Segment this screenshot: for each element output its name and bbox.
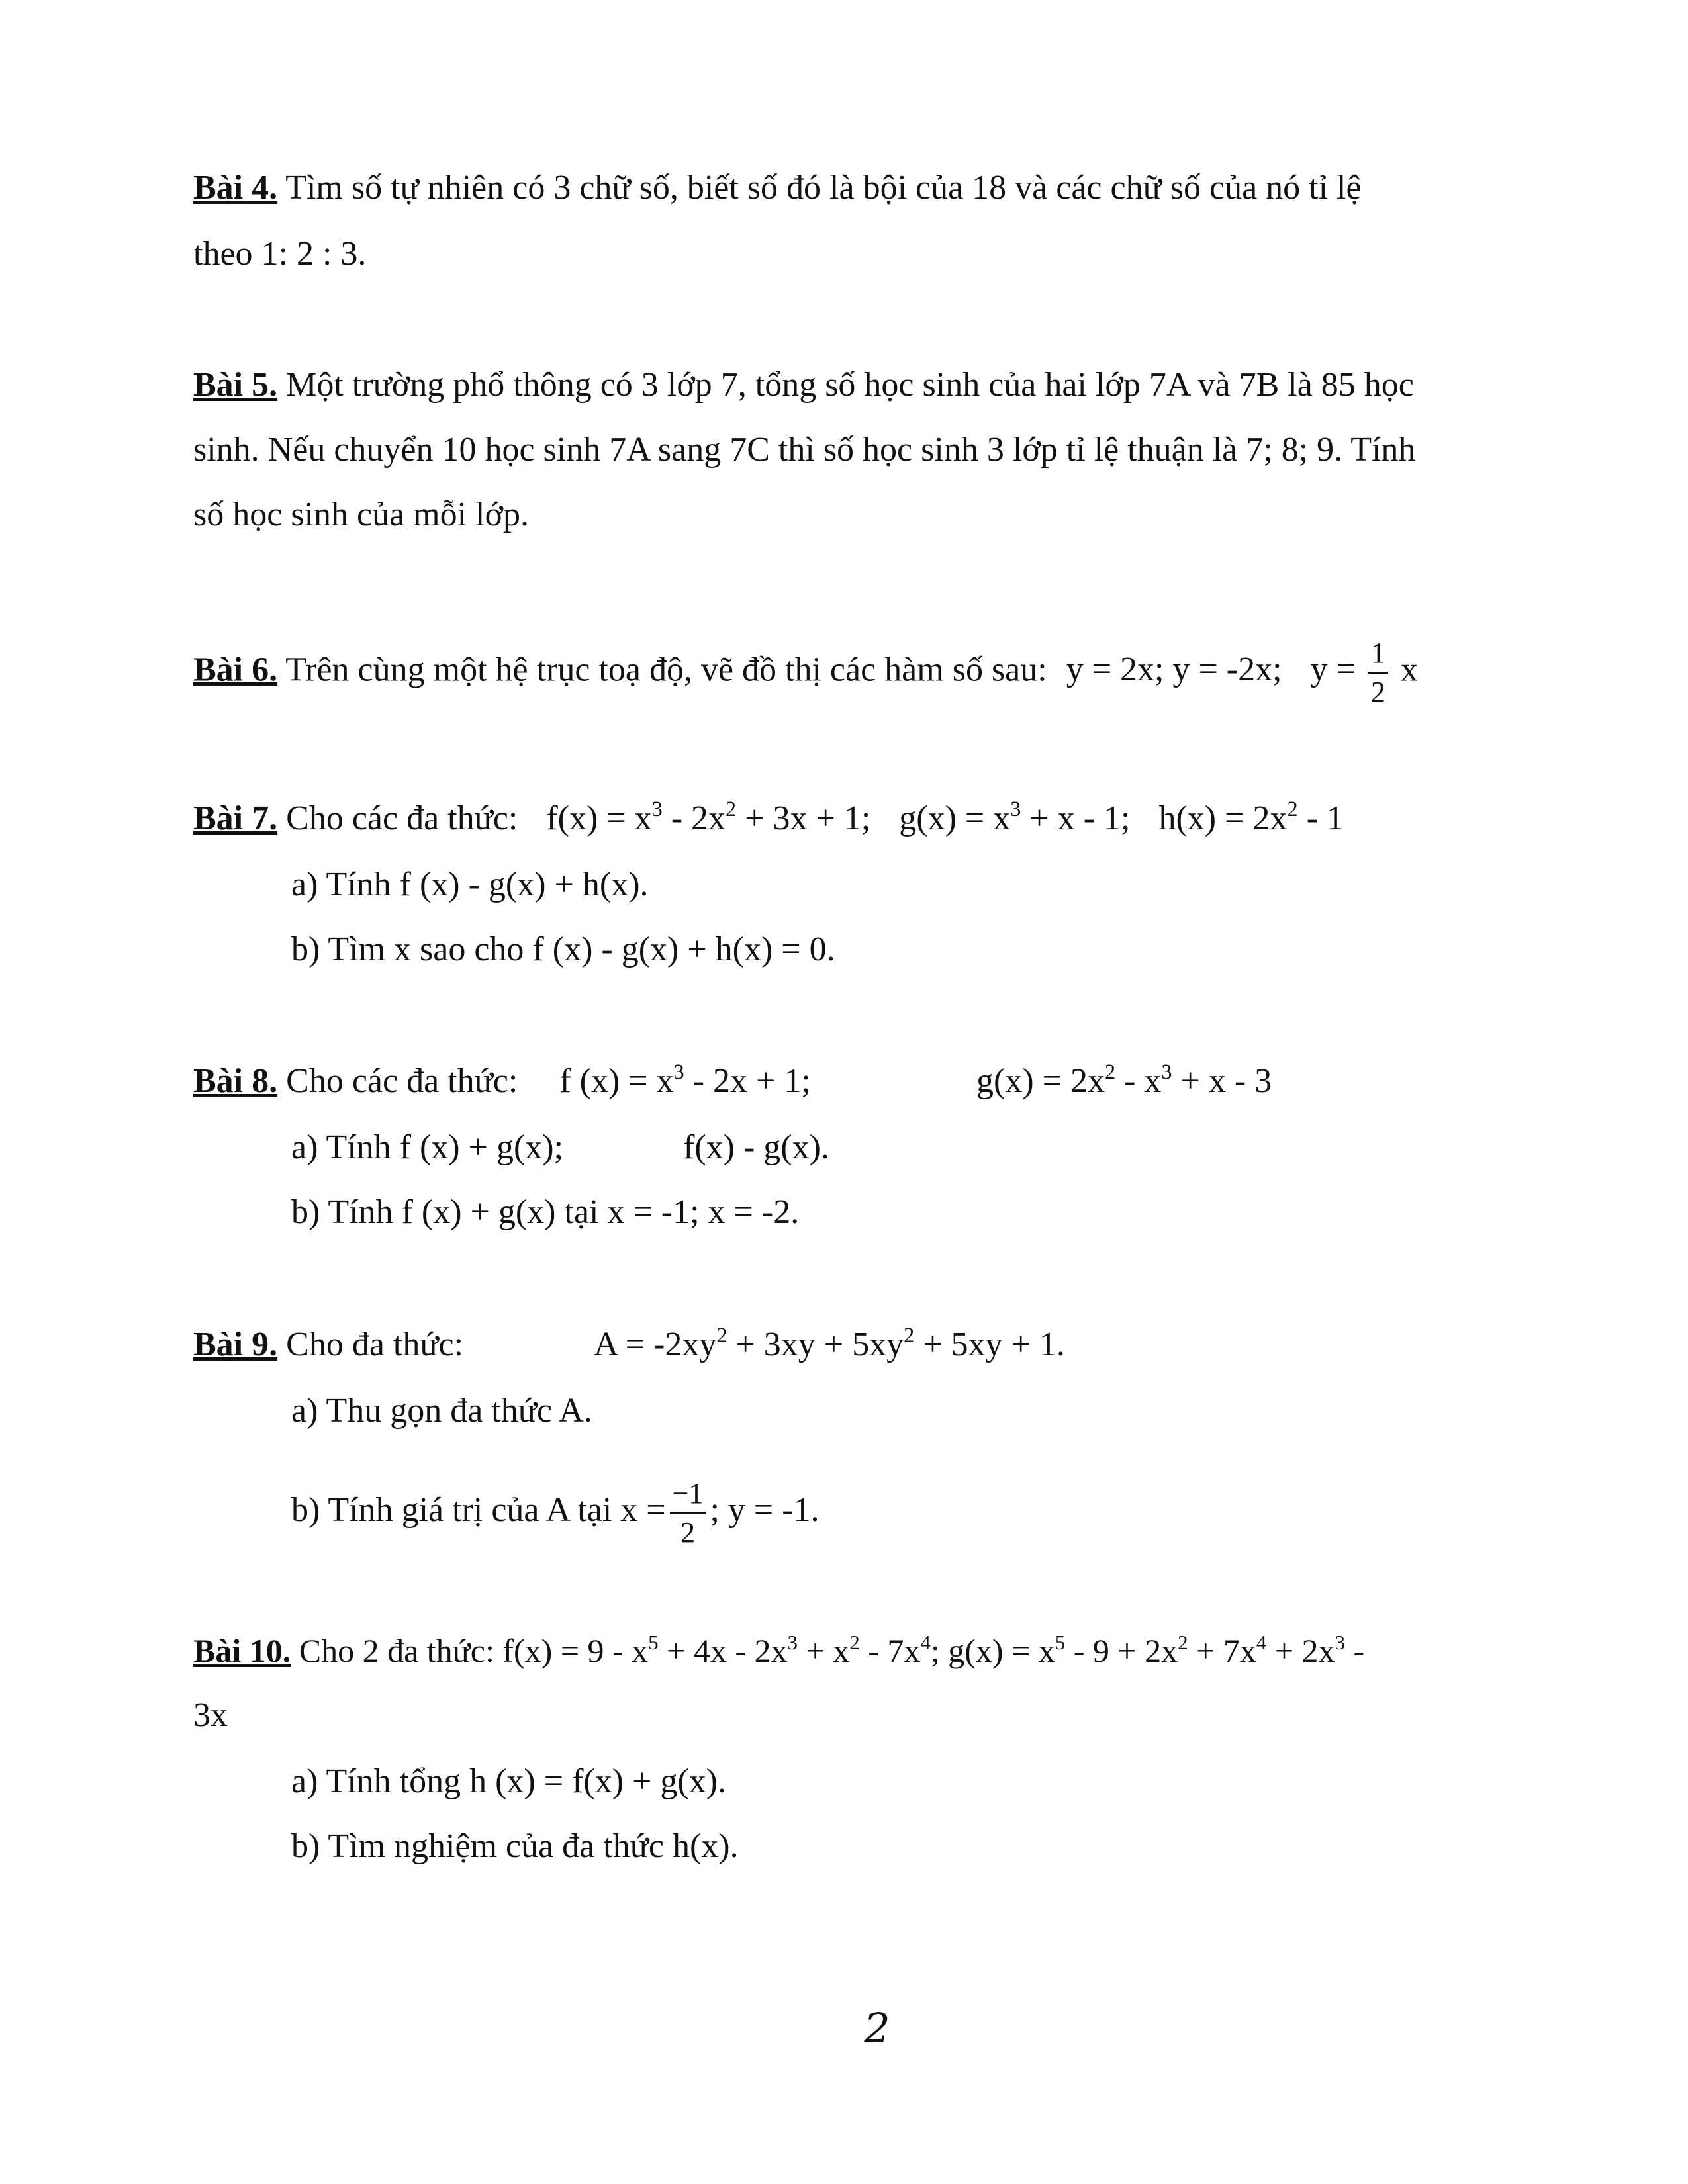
bai9-frac-den: 2 (680, 1516, 696, 1549)
bai5-title: Bài 5. (193, 366, 278, 404)
bai6-frac-den: 2 (1370, 676, 1385, 708)
bai10-line (193, 1629, 1364, 1672)
bai6-line (193, 639, 1418, 707)
bai8-f: f $(x) = x^3 - 2x + 1$; (559, 1060, 811, 1100)
bai10-title: Bài 10. (193, 1632, 291, 1669)
bai6-fraction (1368, 639, 1388, 707)
bai4-title: Bài 4. (193, 169, 278, 206)
bai7-f: $f(x) = x^3 - 2x^2 + 3x + 1$; (546, 797, 871, 837)
bai9-line (193, 1324, 463, 1366)
bai7-intro: Cho các đa thức: (286, 799, 518, 837)
bai9-b-suffix: ; y = -1. (710, 1491, 820, 1529)
bai6-frac-num: 1 (1368, 639, 1388, 674)
bai5-line3: số học sinh của mỗi lớp. (193, 496, 529, 533)
bai7-a: a) Tính f (x) - g(x) + h(x). (291, 866, 649, 903)
bai8-title: Bài 8. (193, 1062, 278, 1100)
bai6-text: Trên cùng một hệ trục toạ độ, vẽ đồ thị các hàm số sau: (285, 651, 1047, 689)
bai10-cont: 3x (193, 1696, 228, 1734)
bai7-line (193, 797, 1344, 840)
bai8-line (193, 1060, 811, 1103)
bai5-line1 (193, 364, 1414, 406)
bai10-b: b) Tìm nghiệm của đa thức h(x). (291, 1827, 739, 1865)
bai9-b (291, 1471, 820, 1550)
bai7-h: $h(x) = 2x^2 - 1$ (1158, 797, 1344, 837)
bai6-title: Bài 6. (193, 651, 278, 689)
bai7-title: Bài 7. (193, 799, 278, 837)
bai8-g: $g(x) = 2x^2 - x^3 + x - 3$ (976, 1060, 1272, 1100)
bai6-eq3-prefix: y = (1310, 651, 1356, 689)
bai9-intro: Cho đa thức: (286, 1326, 464, 1363)
bai4-text: Tìm số tự nhiên có 3 chữ số, biết số đó là bội của 18 và các chữ số của nó tỉ lệ (285, 169, 1362, 206)
bai10-polys: Cho 2 đa thức: $f(x) = 9 - x^5 + 4x - 2x^3 + x^2 - 7x^4$; $g(x) = x^5 - 9 + 2x^2 + 7x^4 + 2x^3$ - (299, 1630, 1365, 1669)
bai6-eq3-suffix: x (1400, 651, 1418, 689)
bai9-fraction (670, 1479, 706, 1547)
bai7-g: $g(x) = x^3 + x - 1$; (899, 797, 1131, 837)
bai8-b: b) Tính f (x) + g(x) tại x = -1; x = -2. (291, 1193, 800, 1231)
bai9-a: a) Thu gọn đa thức A. (291, 1392, 592, 1430)
bai4-line2: theo 1: 2 : 3. (193, 235, 367, 273)
bai9-A: $A = -2xy^2 + 3xy + 5xy^2 + 5xy + 1$. (594, 1323, 1065, 1363)
bai5-text1: Một trường phổ thông có 3 lớp 7, tổng số học sinh của hai lớp 7A và 7B là 85 học (286, 366, 1414, 404)
bai4-line1 (193, 167, 1362, 209)
bai10-a: a) Tính tổng h (x) = f(x) + g(x). (291, 1762, 726, 1800)
bai5-line2: sinh. Nếu chuyển 10 học sinh 7A sang 7C thì số học sinh 3 lớp tỉ lệ thuận là 7; 8; 9. Tính (193, 431, 1416, 469)
bai9-title: Bài 9. (193, 1326, 278, 1363)
bai8-a2: f(x) - g(x). (683, 1128, 829, 1166)
page-number: 2 (864, 2004, 890, 2052)
bai8-intro: Cho các đa thức: (286, 1062, 518, 1100)
bai9-b-prefix: b) Tính giá trị của A tại x = (291, 1491, 666, 1529)
bai6-eq: y = 2x; y = -2x; (1066, 651, 1282, 689)
bai9-frac-num: −1 (670, 1479, 706, 1514)
bai8-a1: a) Tính f (x) + g(x); (291, 1128, 564, 1166)
bai7-b: b) Tìm x sao cho f (x) - g(x) + h(x) = 0. (291, 931, 835, 968)
